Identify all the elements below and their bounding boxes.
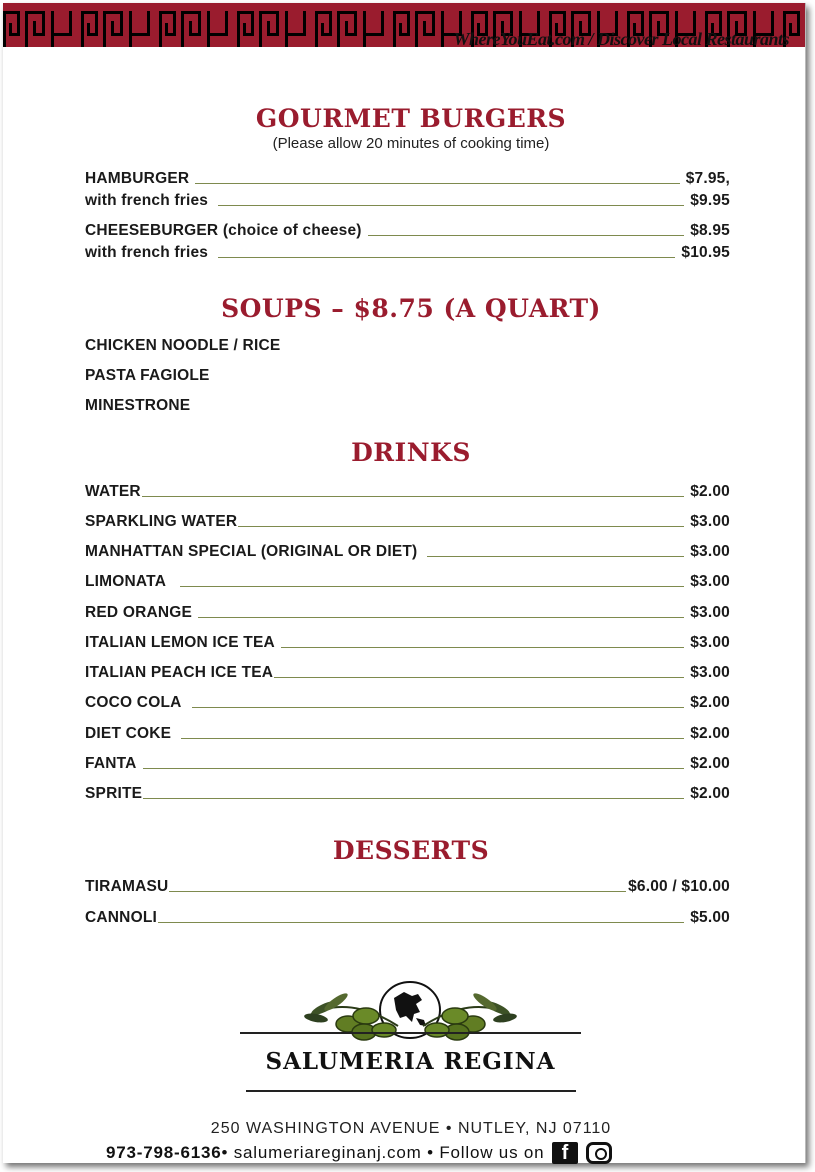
salumeria-regina-logo-icon <box>238 980 583 1095</box>
dessert-item <box>85 907 730 927</box>
drink-item <box>85 783 730 803</box>
item-price: $3.00 <box>690 573 730 590</box>
dot-leader <box>274 677 684 678</box>
menu-item-cheeseburger-fries <box>85 242 730 262</box>
menu-item-hamburger-fries <box>85 190 730 210</box>
item-price: $2.00 <box>690 785 730 802</box>
dot-leader <box>181 738 684 739</box>
item-name: CANNOLI <box>85 909 158 926</box>
item-price: $3.00 <box>690 664 730 681</box>
dot-leader <box>427 556 684 557</box>
item-name: HAMBURGER <box>85 170 190 187</box>
dessert-item <box>85 876 730 896</box>
item-price: $2.00 <box>690 755 730 772</box>
item-price: $9.95 <box>690 192 730 209</box>
item-name: FANTA <box>85 755 137 772</box>
item-name: SPARKLING WATER <box>85 513 238 530</box>
drink-item <box>85 692 730 712</box>
drink-item <box>85 571 730 591</box>
drink-item <box>85 723 730 743</box>
item-price: $6.00 / $10.00 <box>628 878 730 895</box>
item-name: MANHATTAN SPECIAL (ORIGINAL OR DIET) <box>85 543 418 560</box>
drink-item <box>85 753 730 773</box>
website-and-follow: • salumeriareginanj.com • Follow us on <box>221 1143 545 1162</box>
section-title-drinks: DRINKS <box>351 438 471 467</box>
item-name: RED ORANGE <box>85 604 193 621</box>
section-title-soups: SOUPS – $8.75 (A QUART) <box>221 294 601 323</box>
brand-name: SALUMERIA REGINA <box>265 1048 556 1075</box>
item-price: $3.00 <box>690 604 730 621</box>
instagram-icon[interactable] <box>586 1142 612 1164</box>
dot-leader <box>368 235 685 236</box>
menu-item-hamburger <box>85 168 730 188</box>
dot-leader <box>281 647 684 648</box>
dot-leader <box>180 586 684 587</box>
menu-item-cheeseburger <box>85 220 730 240</box>
item-name: LIMONATA <box>85 573 167 590</box>
dot-leader <box>158 922 684 923</box>
soup-item: CHICKEN NOODLE / RICE <box>85 337 281 354</box>
dot-leader <box>238 526 684 527</box>
item-price: $7.95, <box>685 170 730 187</box>
dot-leader <box>218 205 684 206</box>
dot-leader <box>198 617 684 618</box>
soup-item: MINESTRONE <box>85 397 191 414</box>
item-name: CHEESEBURGER (choice of cheese) <box>85 222 362 239</box>
item-name: with french fries <box>85 244 209 261</box>
drink-item <box>85 662 730 682</box>
item-price: $2.00 <box>690 694 730 711</box>
item-name: COCO COLA <box>85 694 182 711</box>
item-price: $10.95 <box>681 244 730 261</box>
item-price: $2.00 <box>690 483 730 500</box>
dot-leader <box>143 768 685 769</box>
soup-item: PASTA FAGIOLE <box>85 367 210 384</box>
item-price: $8.95 <box>690 222 730 239</box>
item-name: WATER <box>85 483 141 500</box>
address: 250 WASHINGTON AVENUE • NUTLEY, NJ 07110 <box>210 1120 612 1137</box>
drink-item <box>85 602 730 622</box>
item-price: $2.00 <box>690 725 730 742</box>
drink-item <box>85 541 730 561</box>
dot-leader <box>195 183 679 184</box>
drink-item <box>85 511 730 531</box>
item-name: DIET COKE <box>85 725 172 742</box>
divider <box>246 1090 576 1092</box>
item-name: ITALIAN LEMON ICE TEA <box>85 634 275 651</box>
section-title-desserts: DESSERTS <box>332 836 490 865</box>
item-name: ITALIAN PEACH ICE TEA <box>85 664 274 681</box>
item-price: $3.00 <box>690 543 730 560</box>
section-title-burgers: GOURMET BURGERS <box>255 104 567 133</box>
item-price: $3.00 <box>690 513 730 530</box>
drink-item <box>85 632 730 652</box>
item-name: TIRAMASU <box>85 878 169 895</box>
item-name: with french fries <box>85 192 209 209</box>
dot-leader <box>218 257 675 258</box>
dot-leader <box>192 707 685 708</box>
item-price: $3.00 <box>690 634 730 651</box>
burgers-subtitle: (Please allow 20 minutes of cooking time) <box>272 135 550 152</box>
phone-number: 973-798-6136 <box>106 1143 222 1162</box>
dot-leader <box>169 891 626 892</box>
item-price: $5.00 <box>690 909 730 926</box>
contact-line <box>106 1142 612 1164</box>
item-name: SPRITE <box>85 785 143 802</box>
facebook-icon[interactable]: f <box>552 1142 578 1164</box>
drink-item <box>85 481 730 501</box>
dot-leader <box>143 798 684 799</box>
watermark-text: WhereYouEat.com / Discover Local Restaurants <box>453 29 789 49</box>
dot-leader <box>142 496 684 497</box>
